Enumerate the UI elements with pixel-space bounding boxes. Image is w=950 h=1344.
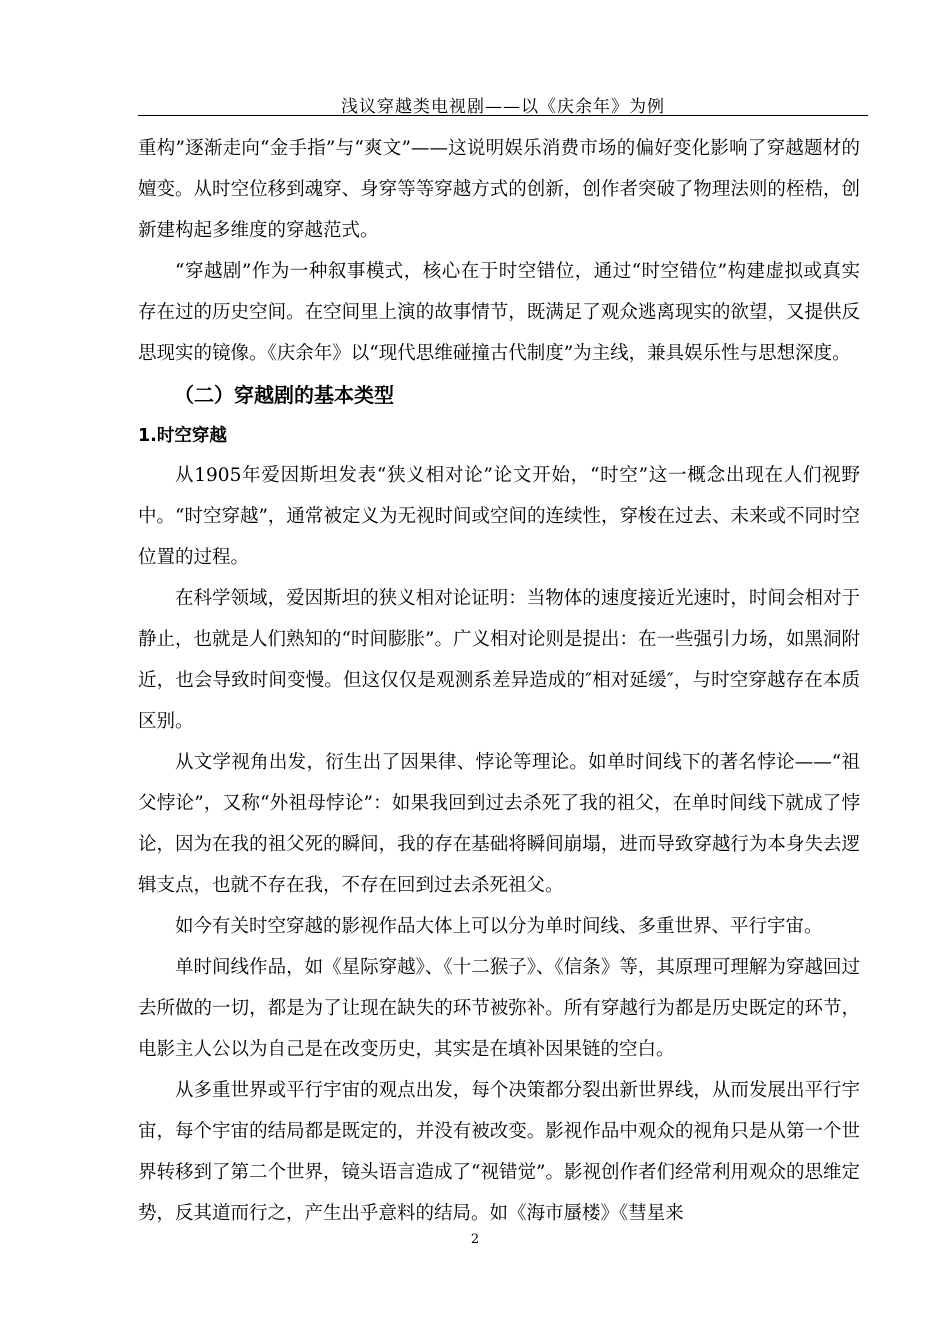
paragraph: 从多重世界或平行宇宙的观点出发，每个决策都分裂出新世界线，从而发展出平行宇宙，每个宇宙的结局都是既定的，并没有被改变。影视作品中观众的视角只是从第一个世界转移到了第二个世界，镜头语言造成了“视错觉”。影视创作者们经常利用观众的思维定势，反其道而行之，产生出乎意料的结局。如《海市蜃楼》《彗星来 bbox=[138, 1080, 860, 1224]
paragraph-continued: 重构”逐渐走向“金手指”与“爽文”——这说明娱乐消费市场的偏好变化影响了穿越题材的嬗变。从时空位移到魂穿、身穿等等穿越方式的创新，创作者突破了物理法则的桎梏，创新建构起多维度的穿越范式。 bbox=[138, 138, 860, 241]
paragraph: 单时间线作品，如《星际穿越》、《十二猴子》、《信条》等，其原理可理解为穿越回过去所做的一切，都是为了让现在缺失的环节被弥补。所有穿越行为都是历史既定的环节，电影主人公以为自己是在改变历史，其实是在填补因果链的空白。 bbox=[138, 957, 860, 1060]
page-number: 2 bbox=[470, 1232, 480, 1247]
section-heading: （二）穿越剧的基本类型 bbox=[174, 383, 394, 407]
paragraph: 从1905年爱因斯坦发表“狭义相对论”论文开始，“时空”这一概念出现在人们视野中。“时空穿越”，通常被定义为无视时间或空间的连续性，穿梭在过去、未来或不同时空位置的过程。 bbox=[138, 465, 860, 568]
page-header-title: 浅议穿越类电视剧——以《庆余年》为例 bbox=[341, 97, 665, 117]
paragraph: “穿越剧”作为一种叙事模式，核心在于时空错位，通过“时空错位”构建虚拟或真实存在过的历史空间。在空间里上演的故事情节，既满足了观众逃离现实的欲望，又提供反思现实的镜像。《庆余年》以“现代思维碰撞古代制度”为主线，兼具娱乐性与思想深度。 bbox=[138, 261, 860, 364]
subsection-heading: 1.时空穿越 bbox=[138, 426, 227, 446]
document-body bbox=[138, 128, 860, 1234]
paragraph: 如今有关时空穿越的影视作品大体上可以分为单时间线、多重世界、平行宇宙。 bbox=[175, 916, 823, 937]
paragraph: 从文学视角出发，衍生出了因果律、悖论等理论。如单时间线下的著名悖论——“祖父悖论”，又称“外祖母悖论”：如果我回到过去杀死了我的祖父，在单时间线下就成了悖论，因为在我的祖父死的瞬间，我的存在基础将瞬间崩塌，进而导致穿越行为本身失去逻辑支点，也就不存在我，不存在回到过去杀死祖父。 bbox=[138, 752, 860, 896]
paragraph: 在科学领域，爱因斯坦的狭义相对论证明：当物体的速度接近光速时，时间会相对于静止，也就是人们熟知的“时间膨胀”。广义相对论则是提出：在一些强引力场，如黑洞附近，也会导致时间变慢。但这仅仅是观测系差异造成的″相对延缓″，与时空穿越存在本质区别。 bbox=[138, 588, 860, 732]
header-divider bbox=[138, 115, 868, 116]
